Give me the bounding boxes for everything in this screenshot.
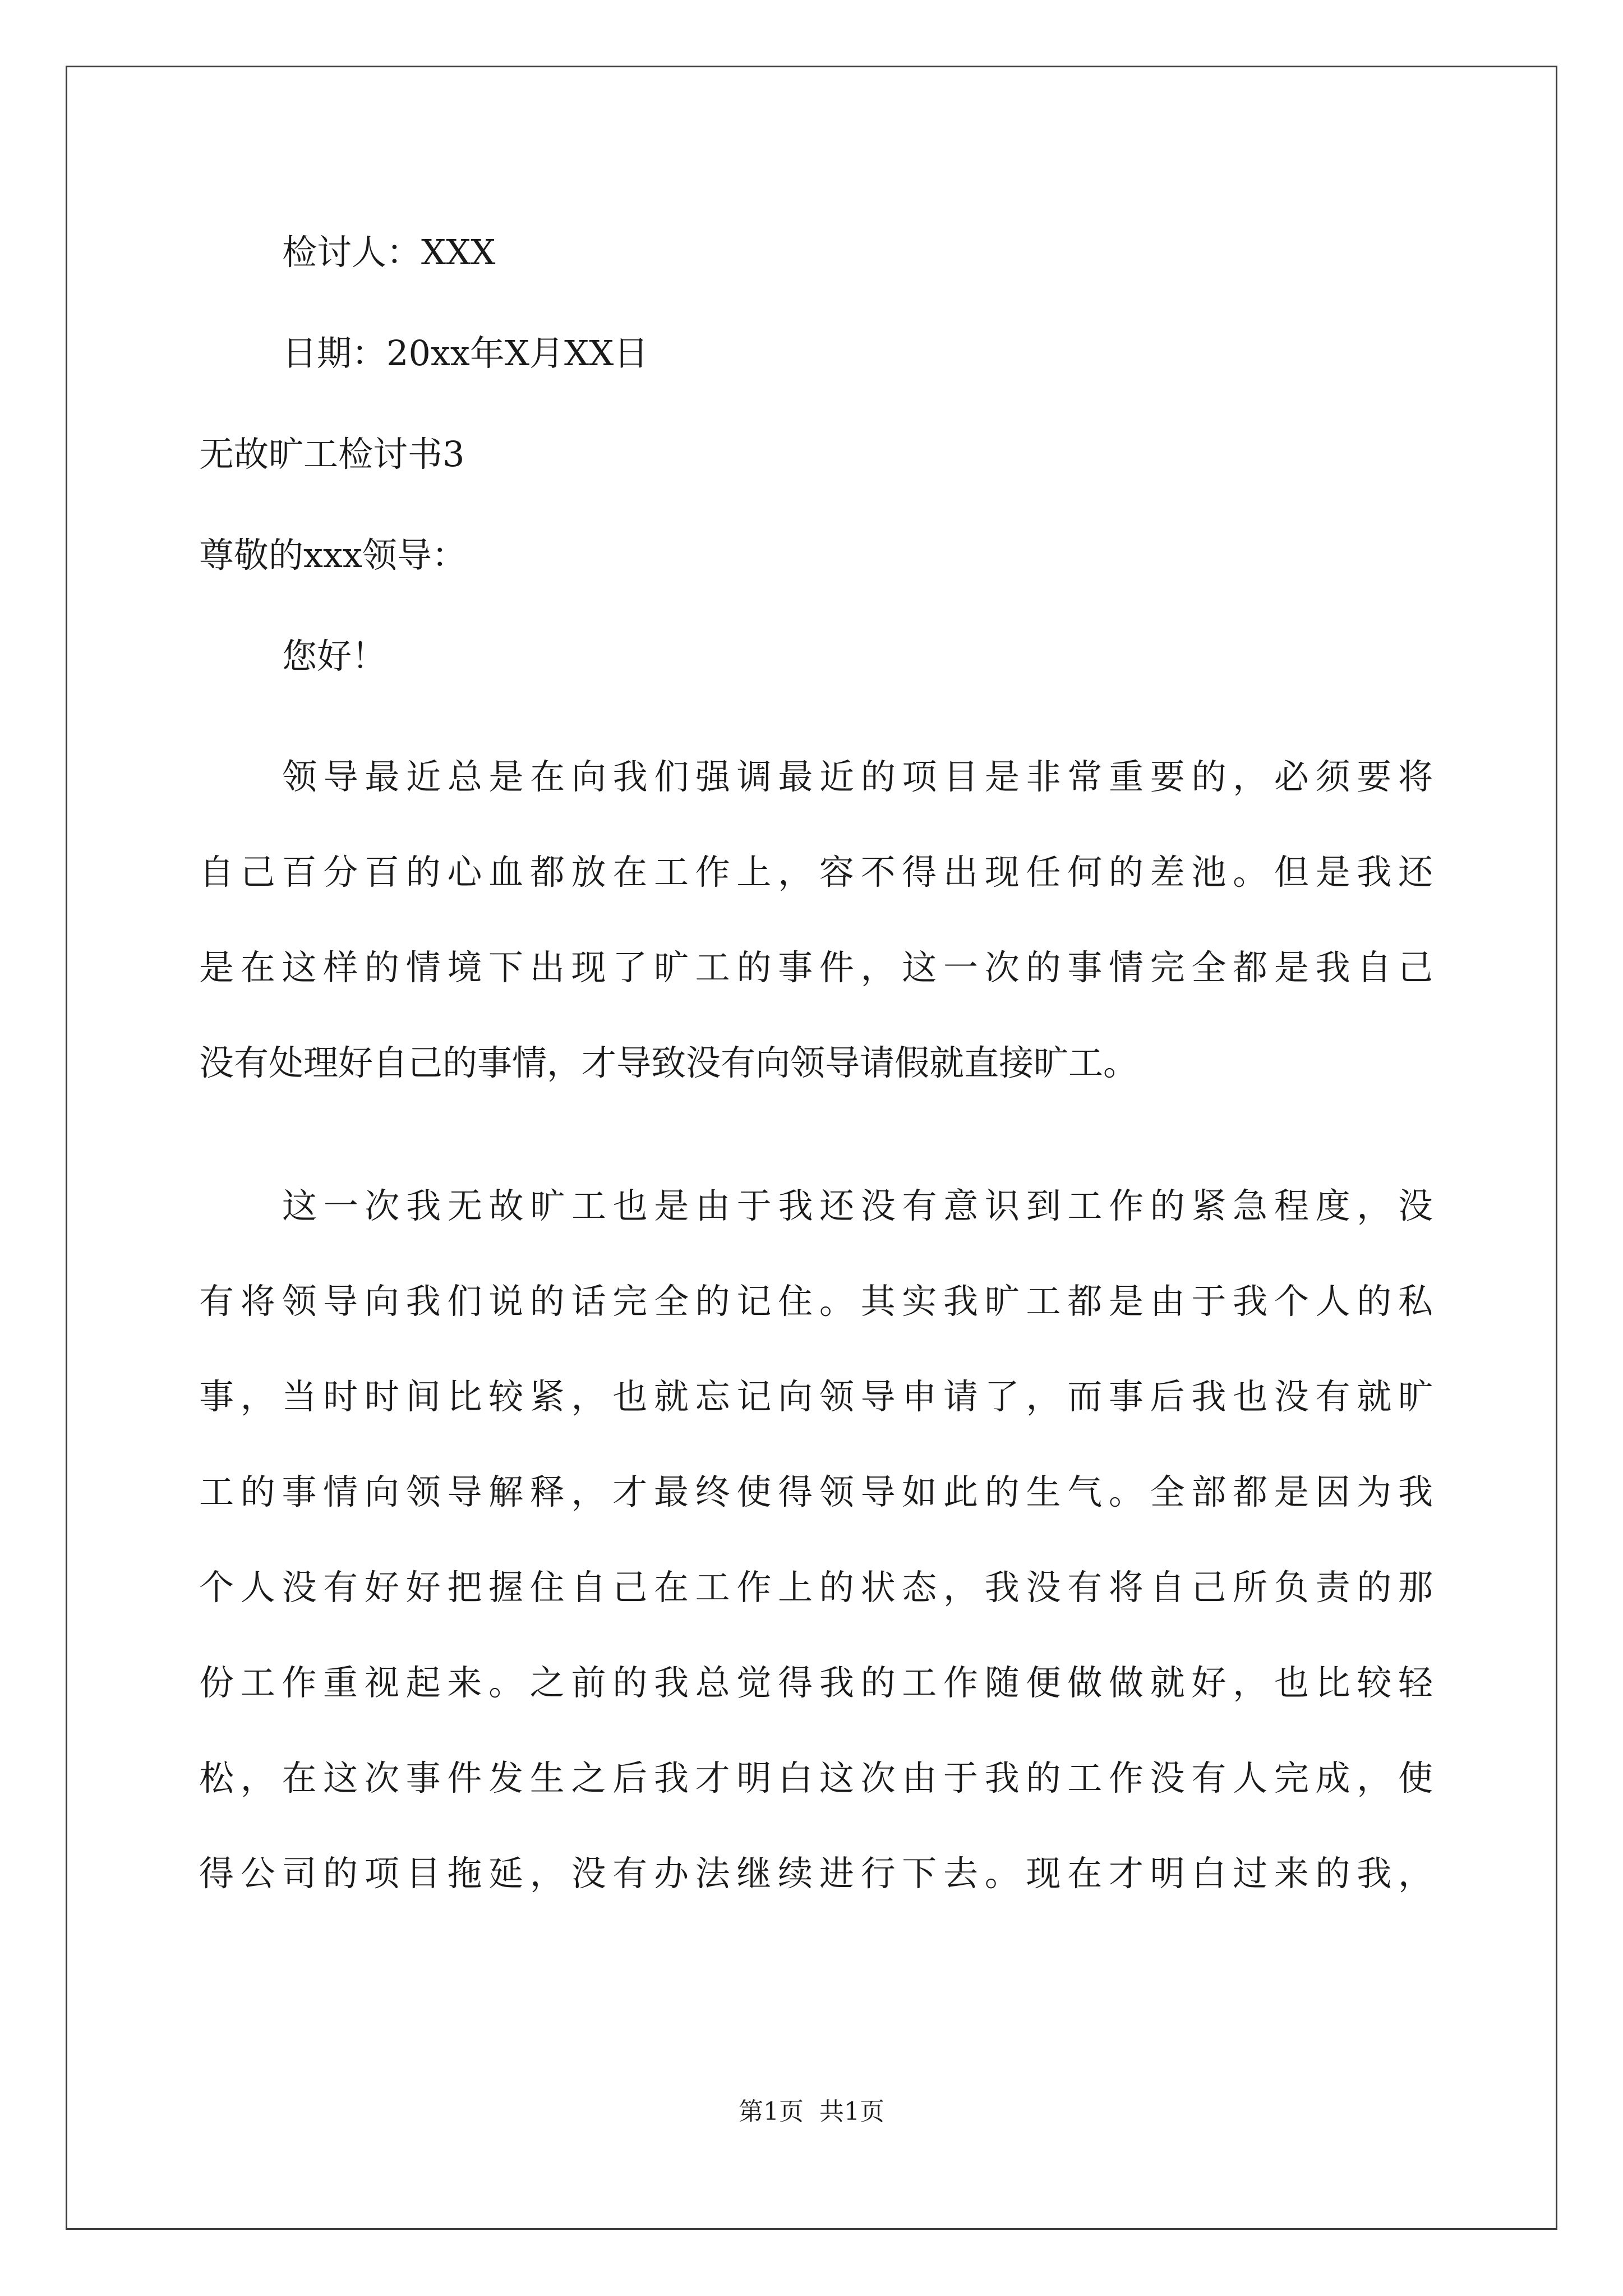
- paragraph-1-line-3: 是在这样的情境下出现了旷工的事件，这一次的事情完全都是我自己: [199, 947, 1433, 988]
- document-title: 无故旷工检讨书3: [199, 434, 465, 475]
- paragraph-1-line-4: 没有处理好自己的事情，才导致没有向领导请假就直接旷工。: [199, 1042, 1138, 1083]
- paragraph-2-line-8: 得公司的项目拖延，没有办法继续进行下去。现在才明白过来的我，: [199, 1853, 1433, 1894]
- page-border: [66, 66, 1557, 2230]
- paragraph-1-line-1: 领导最近总是在向我们强调最近的项目是非常重要的，必须要将: [282, 756, 1433, 797]
- paragraph-2-line-2: 有将领导向我们说的话完全的记住。其实我旷工都是由于我个人的私: [199, 1281, 1433, 1322]
- paragraph-1-line-2: 自己百分百的心血都放在工作上，容不得出现任何的差池。但是我还: [199, 852, 1433, 892]
- paragraph-2-line-7: 松，在这次事件发生之后我才明白这次由于我的工作没有人完成，使: [199, 1757, 1433, 1798]
- salutation: 尊敬的xxx领导：: [199, 535, 467, 576]
- paragraph-2-line-1: 这一次我无故旷工也是由于我还没有意识到工作的紧急程度，没: [282, 1185, 1433, 1226]
- paragraph-2-line-6: 份工作重视起来。之前的我总觉得我的工作随便做做就好，也比较轻: [199, 1662, 1433, 1703]
- page-footer: 第1页 共1页: [739, 2097, 884, 2126]
- reviewer-line: 检讨人：XXX: [282, 232, 496, 273]
- paragraph-2-line-3: 事，当时时间比较紧，也就忘记向领导申请了，而事后我也没有就旷: [199, 1376, 1433, 1417]
- date-line: 日期：20xx年X月XX日: [282, 333, 649, 374]
- paragraph-2-line-4: 工的事情向领导解释，才最终使得领导如此的生气。全部都是因为我: [199, 1471, 1433, 1512]
- greeting: 您好！: [282, 636, 387, 677]
- paragraph-2-line-5: 个人没有好好把握住自己在工作上的状态，我没有将自己所负责的那: [199, 1567, 1433, 1608]
